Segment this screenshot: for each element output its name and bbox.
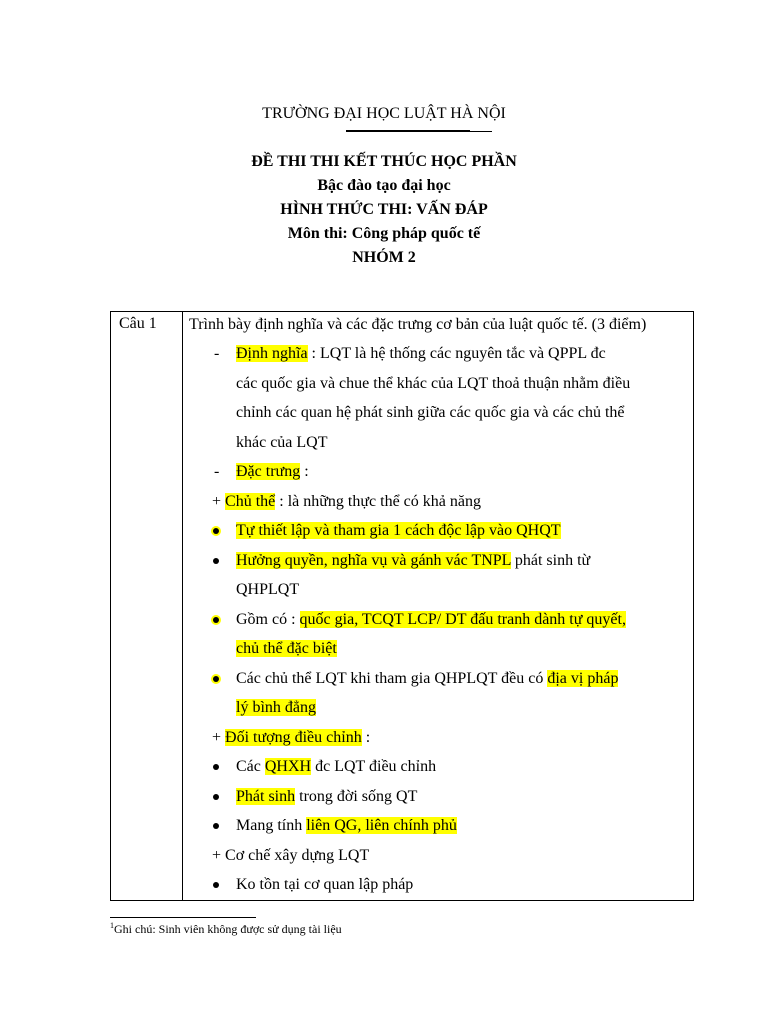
plus-marker: + [212, 492, 226, 510]
definition-line [189, 339, 687, 369]
bullet-text: Gồm có : [236, 610, 300, 628]
list-item [189, 752, 687, 782]
list-item [189, 516, 687, 546]
bullet-text: Mang tính [236, 817, 307, 834]
definition-term: Định nghĩa [236, 345, 308, 362]
bullet-text: Các chủ thể LQT khi tham gia QHPLQT đều có [236, 669, 548, 687]
bullet-text: đc LQT điều chỉnh [311, 758, 437, 775]
list-item [189, 782, 687, 812]
features-line [189, 457, 687, 487]
question-table [110, 311, 694, 901]
table-row [111, 312, 694, 901]
bullet-icon [213, 617, 219, 623]
bullet-continuation: QHPLQT [236, 581, 300, 598]
exam-format: HÌNH THỨC THI: VẤN ĐÁP [280, 201, 488, 218]
bullet-text-highlight: liên QG, liên chính phủ [306, 817, 457, 834]
footnote [110, 921, 342, 937]
list-item [189, 605, 687, 635]
definition-text-2: các quốc gia và chue thể khác của LQT thoả thuận nhằm điều [236, 374, 631, 392]
list-item [189, 664, 687, 694]
exam-subject: Môn thi: Công pháp quốc tế [287, 225, 481, 242]
bullet-text-highlight: Hưởng quyền, nghĩa vụ và gánh vác TNPL [236, 551, 511, 569]
bullet-continuation [189, 634, 687, 664]
bullet-text-highlight: lý bình đẳng [236, 699, 316, 716]
bullet-text: Các [236, 758, 265, 775]
mechanism-heading: + Cơ chế xây dựng LQT [212, 846, 370, 864]
bullet-icon [213, 823, 219, 829]
bullet-icon [213, 558, 219, 564]
bullet-text-highlight: Phát sinh [236, 787, 296, 805]
university-name: TRƯỜNG ĐẠI HỌC LUẬT HÀ NỘI [262, 105, 506, 122]
bullet-text: trong đời sống QT [295, 787, 418, 805]
footnote-separator [110, 917, 256, 918]
bullet-icon [213, 764, 219, 770]
list-item [189, 811, 687, 841]
subject-text: : là những thực thể có khả năng [275, 492, 481, 510]
definition-text-4: khác của LQT [236, 433, 328, 451]
dash-marker: - [214, 463, 220, 480]
bullet-icon [213, 676, 219, 682]
bullet-continuation [189, 693, 687, 723]
bullet-text: Tự thiết lập và tham gia 1 cách độc lập vào QHQT [236, 522, 561, 539]
question-title: Trình bày định nghĩa và các đặc trưng cơ bản của luật quốc tế. (3 điểm) [189, 316, 647, 333]
dash-marker: - [214, 345, 220, 362]
exam-group: NHÓM 2 [352, 249, 416, 266]
education-level: Bậc đào tạo đại học [317, 177, 451, 194]
bullet-icon [213, 528, 219, 534]
features-term: Đặc trưng [236, 463, 301, 480]
list-item [189, 870, 687, 900]
definition-text-3: chỉnh các quan hệ phát sinh giữa các quốc gia và các chủ thể [236, 404, 625, 421]
bullet-text-highlight: quốc gia, TCQT LCP/ DT đấu tranh dành tự quyết, [299, 610, 626, 628]
bullet-text: Ko tồn tại cơ quan lập pháp [236, 876, 414, 893]
footnote-text: Ghi chú: Sinh viên không được sử dụng tài liệu [114, 922, 342, 936]
object-heading [189, 723, 687, 753]
question-number: Câu 1 [111, 312, 183, 901]
title-underline [346, 131, 492, 132]
object-term: Đối tượng điều chỉnh [225, 728, 362, 746]
features-suffix: : [300, 463, 309, 480]
subject-heading [189, 487, 687, 517]
subject-term: Chủ thể [225, 492, 276, 510]
bullet-text-highlight: QHXH [264, 758, 312, 775]
plus-marker: + [212, 728, 226, 746]
bullet-icon [213, 882, 219, 888]
exam-title: ĐỀ THI THI KẾT THÚC HỌC PHẦN [251, 153, 517, 170]
object-suffix: : [361, 728, 371, 746]
list-item [189, 546, 687, 576]
bullet-text-highlight: chủ thể đặc biệt [236, 640, 337, 657]
bullet-text-highlight: địa vị pháp [547, 669, 619, 687]
bullet-icon [213, 794, 219, 800]
question-content [183, 312, 694, 901]
bullet-text: phát sinh từ [510, 551, 591, 569]
footnote-marker: 1 [110, 921, 114, 930]
definition-text: : LQT là hệ thống các nguyên tắc và QPPL đc [307, 345, 606, 362]
